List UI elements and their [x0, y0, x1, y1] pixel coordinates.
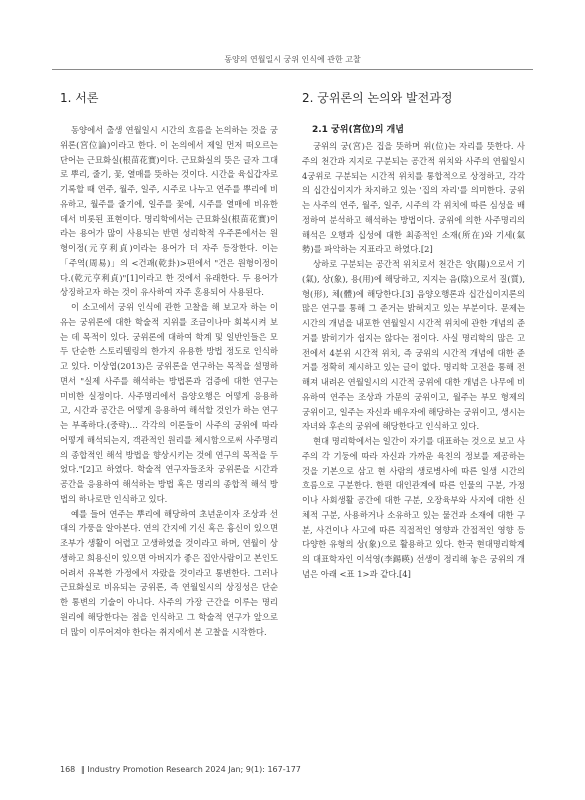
subsection-title: 2.1 궁위(宮位)의 개념 [312, 125, 404, 135]
running-head: 동양의 연월일시 궁위 인식에 관한 고찰 [224, 55, 361, 64]
section-title-discussion: 2. 궁위론의 논의와 발전과정 [302, 91, 453, 105]
page-footer [60, 765, 301, 774]
paragraph: 궁위의 궁(宮)은 집을 뜻하며 위(位)는 자리를 뜻한다. 사주의 천간과 지지로 구분되는 공간적 위치와 사주의 연월일시 4궁위로 구분되는 시간적 위치를 통합적으로 상정하고, 각각의 십간십이지가 차지하고 있는 '집의 자리'를 의미한다. 궁위는 사주의 연주, 월주, 일주, 시주의 각 위치에 따른 심성을 배정하여 분석하고 해석하는 방법이다. 궁위에 의한 사주명리의 해석은 오행과 십성에 대한 최종적인 소재(所在)와 기세(氣勢)를 파악하는 지표라고 하였다.[2] [302, 141, 525, 255]
paragraph: 현대 명리학에서는 일간이 자기를 대표하는 것으로 보고 사주의 각 기둥에 따라 자신과 가까운 육친의 정보를 제공하는 것을 기본으로 삼고 현 사람의 생로병사에 따른 일생 시간의 흐름으로 구분한다. 한편 대인관계에 따른 인물의 구분, 가정이나 사회생활 공간에 대한 구분, 오장육부와 사지에 대한 신체적 구분, 사용하거나 소유하고 있는 물건과 소재에 대한 구분, 사건이나 사고에 따른 직접적인 영향과 간접적인 영향 등 다양한 유형의 상(象)으로 활용하고 있다. 한국 현대명리학계의 대표학자인 이석영(李錫暎) 선생이 정리해 놓은 궁위의 개념은 아래 <표 1>과 같다.[4] [302, 436, 526, 579]
header-rule [52, 69, 533, 70]
paragraph: 예를 들어 연주는 뿌리에 해당하여 초년운이자 조상과 선대의 가풍을 알아본다. 연의 간지에 기신 혹은 흉신이 있으면 조부가 생활이 어렵고 고생하였을 것이라고 하며, 연월이 상생하고 희용신이 있으면 아버지가 좋은 집안사람이고 본인도 어려서 유복한 가정에서 자랐을 것이라고 통변한다. 그러나 근묘화실로 비유되는 궁위론, 즉 연월일시의 상징성은 단순한 통변의 기술이 아니다. 사주의 가장 근간을 이루는 명리 원리에 해당한다는 점을 인식하고 그 학술적 연구가 앞으로 더 많이 이루어져야 한다는 취지에서 본 고찰을 시작한다. [60, 508, 278, 637]
paragraph: 상하로 구분되는 공간적 위치로서 천간은 양(陽)으로서 기(氣), 상(象), 용(用)에 해당하고, 지지는 음(陰)으로서 질(質), 형(形), 체(體)에 해당한다.[3] 음양오행론과 십간십이지론의 많은 연구를 통해 그 준거는 밝혀지고 있는 부분이다. 문제는 시간의 개념을 내포한 연월일시 시간적 위치에 관한 개념의 준거를 밝히기가 쉽지는 않다는 점이다. 사실 명리학의 많은 고전에서 4분위 시간적 위치, 즉 궁위의 시간적 개념에 대한 준거를 정확히 제시하고 있는 글이 없다. 명리학 고전을 통해 전해져 내려온 연월일시의 시간적 궁위에 대한 개념은 나무에 비유하여 연주는 조상과 가문의 궁위이고, 월주는 부모 형제의 궁위이고, 일주는 자신과 배우자에 해당하는 궁위이고, 생시는 자녀와 후손의 궁위에 해당한다고 인식하고 있다. [302, 259, 525, 432]
right-column [302, 90, 525, 582]
paragraph: 동양에서 출생 연월일시 시간의 흐름을 논의하는 것을 궁위론(宮位論)이라고 한다. 이 논의에서 제일 먼저 떠오르는 단어는 근묘화실(根苗花實)이다. 근묘화실의 뜻은 글자 그대로 뿌리, 줄기, 꽃, 열매를 뜻하는 것이다. 시간을 육십갑자로 기록할 때 연주, 월주, 일주, 시주로 나누고 연주를 뿌리에 비유하고, 월주를 줄기에, 일주를 꽃에, 시주를 열매에 비유한 데서 비롯된 표현이다. 명리학에서는 근묘화실(根苗花實)이라는 용어가 많이 사용되는 반면 성리학적 우주론에서는 원형이정(元亨利貞)이라는 용어가 더 자주 등장한다. 이는 「주역(周易)」의 <건괘(乾卦)>편에서 "건은 원형이정이다.(乾元亨利貞)"[1]이라고 한 것에서 유래한다. 두 용어가 상징하고자 하는 것이 유사하여 자주 혼용되어 사용된다. [60, 125, 278, 298]
left-column [60, 90, 278, 639]
section-title-introduction: 1. 서론 [60, 91, 99, 105]
paragraph: 이 소고에서 궁위 인식에 관한 고찰을 해 보고자 하는 이유는 궁위론에 대한 학술적 지위를 조금이나마 회복시켜 보는 데 목적이 있다. 궁위론에 대하여 학계 및 일반인들은 모두 단순한 스토리텔링의 한가지 유용한 방법 정도로 인식하고 있다. 이상엽(2013)은 궁위론을 연구하는 목적을 설명하면서 "실제 사주를 해석하는 방법론과 검증에 대한 연구는 미비한 실정이다. 사주명리에서 음양오행은 어떻게 응용하고, 시간과 공간은 어떻게 응용하여 해석할 것인가 하는 연구는 부족하다.(중략)… 각각의 이론들이 사주의 궁위에 따라 어떻게 해석되는지, 객관적인 원리를 체시함으로써 사주명리의 종합적인 해석 방법을 향상시키는 것에 연구의 목적을 두었다."[2]고 하였다. 학술적 연구자들조차 궁위론을 시간과 공간을 응용하여 해석하는 방법 혹은 명리의 종합적 해석 방법의 하나로만 인식하고 있다. [60, 302, 278, 504]
footer-separator: ‖ [80, 765, 88, 774]
journal-citation: Industry Promotion Research 2024 Jan; 9(1): 167-177 [87, 765, 301, 774]
page-number: 168 [60, 765, 76, 774]
